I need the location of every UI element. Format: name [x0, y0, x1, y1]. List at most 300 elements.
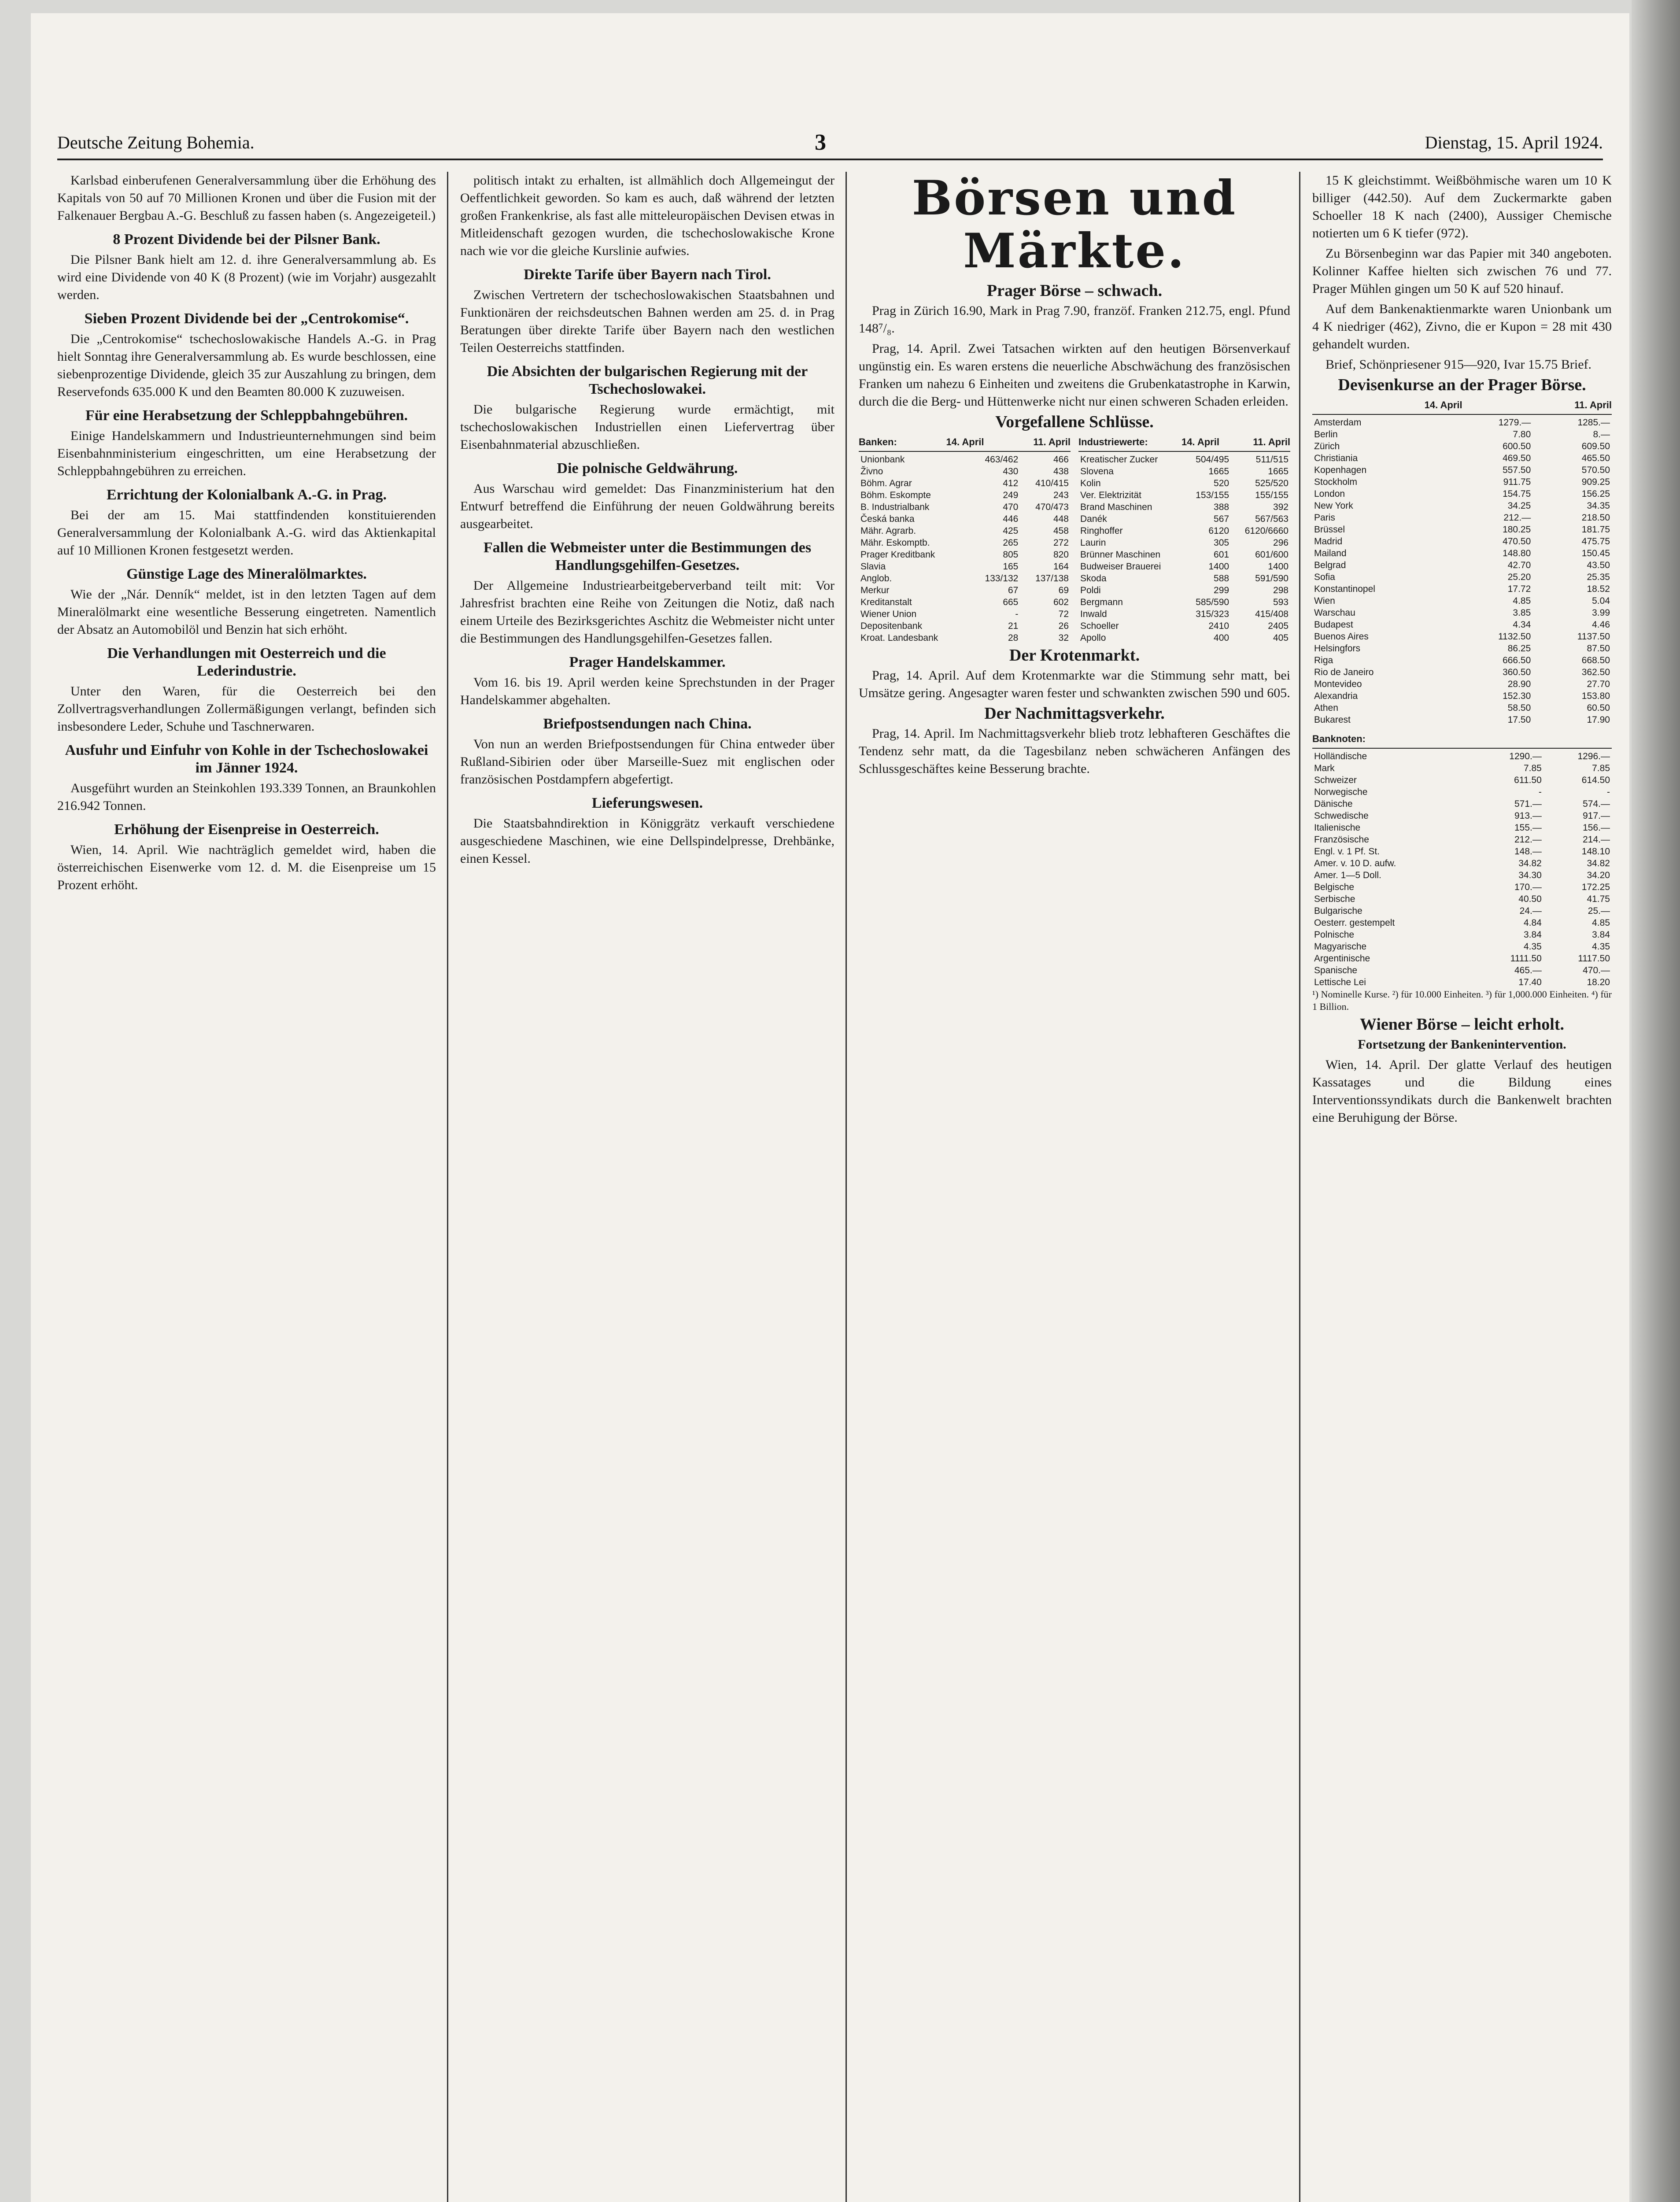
- quote-name: Zürich: [1314, 441, 1340, 451]
- quote-value: 155.—: [1514, 823, 1542, 833]
- quote-value: 214.—: [1583, 835, 1610, 845]
- quote-value: 463/462: [985, 454, 1019, 465]
- quote-value: 4.35: [1523, 942, 1542, 952]
- quote-value: 34.35: [1587, 501, 1610, 511]
- quote-name: Lettische Lei: [1314, 977, 1366, 987]
- quote-value: 805: [1003, 550, 1019, 560]
- quote-value: 570.50: [1581, 465, 1610, 475]
- quote-name: Holländische: [1314, 751, 1367, 761]
- issue-date: Dienstag, 15. April 1924.: [1425, 133, 1603, 152]
- quote-row: [1078, 596, 1290, 608]
- quote-row: [1312, 595, 1612, 607]
- quote-value: 465.50: [1581, 453, 1610, 463]
- quote-name: Apollo: [1080, 633, 1106, 643]
- quote-row: [1078, 549, 1290, 561]
- quote-value: 34.30: [1518, 870, 1542, 880]
- article-text: Ausgeführt wurden an Steinkohlen 193.339 Tonnen, an Braunkohlen 216.942 Tonnen.: [57, 781, 436, 813]
- quote-value: 212.—: [1503, 513, 1531, 523]
- quote-name: Slovena: [1080, 466, 1114, 477]
- quote-name: Kreditanstalt: [860, 597, 912, 607]
- quote-row: [1312, 750, 1612, 762]
- article-text: Von nun an werden Briefpostsendungen für China entweder über Rußland-Sibirien oder über Marseille-Suez mit englischen oder französischen Postdampfern abgefertigt.: [460, 737, 834, 787]
- article-text: Karlsbad einberufenen Generalversammlung über die Erhöhung des Kapitals von 50 auf 70 Millionen Kronen und über die Fusion mit der Falkenauer Bergbau A.-G. Beschluß zu fassen haben (s. Angezeigeteil.): [57, 173, 436, 223]
- quote-row: [1312, 476, 1612, 488]
- quote-row: [1312, 583, 1612, 595]
- article-text: 15 K gleichstimmt. Weißböhmische waren um 10 K billiger (442.50). Auf dem Zuckermarkte gaben Schoeller 18 K nach (2400), Aussiger Chemische notierten um 6 K tiefer (972).: [1312, 173, 1612, 240]
- quote-name: Stockholm: [1314, 477, 1358, 487]
- quote-value: 60.50: [1587, 703, 1610, 713]
- quote-row: [1312, 512, 1612, 524]
- quote-name: Norwegische: [1314, 787, 1368, 797]
- quote-row: [1078, 454, 1290, 466]
- quote-name: Madrid: [1314, 536, 1343, 547]
- article-heading: Die Verhandlungen mit Oesterreich und die Lederindustrie.: [107, 645, 386, 679]
- column-rule: [846, 172, 847, 2202]
- quote-row: [1312, 417, 1612, 429]
- quote-value: 299: [1214, 585, 1230, 595]
- quote-row: [1312, 929, 1612, 941]
- article-text: Brief, Schönpriesener 915—920, Ivar 15.75 Brief.: [1326, 357, 1592, 372]
- quote-value: 3.85: [1513, 608, 1531, 618]
- quote-value: 1279.—: [1498, 417, 1531, 428]
- quote-name: Amer. 1—5 Doll.: [1314, 870, 1381, 880]
- quote-name: Brünner Maschinen: [1080, 550, 1161, 560]
- column-4: [1312, 172, 1612, 2202]
- quote-row: [1078, 477, 1290, 489]
- quote-value: 305: [1214, 538, 1230, 548]
- quote-value: 820: [1053, 550, 1069, 560]
- quote-name: Anglob.: [860, 573, 892, 584]
- quotes-column-header: Banken: 14. April 11. April: [859, 433, 1071, 452]
- quote-name: Danék: [1080, 514, 1107, 524]
- quote-name: Ringhoffer: [1080, 526, 1123, 536]
- quotes-heading: Devisenkurse an der Prager Börse.: [1338, 376, 1586, 394]
- article-text: politisch intakt zu erhalten, ist allmählich doch Allgemeingut der Oeffentlichkeit geworden. So kam es auch, daß während der letzten großen Frankenkrise, als fast alle mitteleuropäischen Devisen etwas in Mitleidenschaft gezogen wurden, die tschechoslowakische Krone nach wie vor die gleiche Kurslinie aufwies.: [460, 173, 834, 258]
- quote-row: [1312, 559, 1612, 571]
- article-heading: Direkte Tarife über Bayern nach Tirol.: [524, 266, 771, 283]
- quote-value: 40.50: [1518, 894, 1542, 904]
- quote-row: [1312, 678, 1612, 690]
- quote-value: 1400: [1208, 562, 1230, 572]
- quote-row: [1078, 513, 1290, 525]
- quote-name: Slavia: [860, 562, 886, 572]
- quotes-column-header: 14. April 11. April: [1312, 396, 1612, 415]
- quote-row: [1312, 500, 1612, 512]
- quote-value: 180.25: [1503, 525, 1531, 535]
- article-heading: Der Nachmittagsverkehr.: [984, 704, 1165, 723]
- quote-row: [1078, 501, 1290, 513]
- quote-row: [1312, 488, 1612, 500]
- quote-name: Konstantinopel: [1314, 584, 1375, 594]
- quote-row: [1312, 643, 1612, 654]
- column-2: [460, 172, 834, 2202]
- quote-value: 156.—: [1583, 823, 1610, 833]
- article-heading: Lieferungswesen.: [591, 795, 703, 811]
- quote-value: 4.34: [1513, 620, 1531, 630]
- article-text: Prag, 14. April. Auf dem Krotenmarkte war die Stimmung sehr matt, bei Umsätze gering. Angesagter waren fester und schwankten zwischen 590 und 605.: [859, 668, 1290, 700]
- quote-value: 243: [1053, 490, 1069, 500]
- quote-value: 469.50: [1503, 453, 1531, 463]
- quote-row: [1312, 429, 1612, 440]
- quote-row: [1312, 714, 1612, 726]
- article-text: Die „Centrokomise“ tschechoslowakische Handels A.-G. in Prag hielt Sonntag ihre Generalversammlung ab. Es wurde beschlossen, eine siebenprozentige Dividende, gleich 35 zur Auszahlung zu bringen, dem Reservefonds 635.000 K und den Beamten 80.000 K zuzuweisen.: [57, 332, 436, 399]
- article-text: Unter den Waren, für die Oesterreich bei den Zollvertragsverhandlungen Zollermäßigungen verlangt, befinden sich insbesondere Leder, Schuhe und Taschnerwaren.: [57, 684, 436, 734]
- article-heading: Der Krotenmarkt.: [1009, 646, 1140, 665]
- quote-value: 4.85: [1513, 596, 1531, 606]
- quote-name: Magyarische: [1314, 942, 1367, 952]
- quote-value: 585/590: [1196, 597, 1230, 607]
- quote-row: [1312, 631, 1612, 643]
- quote-row: [1078, 620, 1290, 632]
- column-3: [859, 172, 1290, 2202]
- article-heading: Wiener Börse – leicht erholt.: [1360, 1015, 1564, 1034]
- quote-value: 41.75: [1587, 894, 1610, 904]
- quote-value: 3.84: [1592, 930, 1610, 940]
- quote-value: 362.50: [1581, 667, 1610, 677]
- quote-value: 1117.50: [1578, 953, 1610, 964]
- quote-value: 400: [1214, 633, 1230, 643]
- quote-row: [1312, 905, 1612, 917]
- quote-value: 611.50: [1514, 775, 1542, 785]
- quote-name: Wien: [1314, 596, 1335, 606]
- quote-row: [1312, 607, 1612, 619]
- quote-value: 87.50: [1587, 643, 1610, 654]
- article-heading: Prager Handelskammer.: [569, 654, 726, 670]
- quote-value: 602: [1053, 597, 1069, 607]
- quote-value: 249: [1003, 490, 1019, 500]
- article-heading: Fallen die Webmeister unter die Bestimmungen des Handlungsgehilfen-Gesetzes.: [483, 539, 812, 573]
- industry-quotes-table: [1078, 454, 1290, 644]
- quote-value: 17.90: [1587, 715, 1610, 725]
- quote-value: 520: [1214, 478, 1230, 488]
- quote-value: 25.20: [1507, 572, 1531, 582]
- quotes-column-header: Banknoten:: [1312, 730, 1612, 749]
- quote-row: [859, 632, 1071, 644]
- quote-name: Budweiser Brauerei: [1080, 562, 1161, 572]
- quote-value: 438: [1053, 466, 1069, 477]
- quote-value: 668.50: [1581, 655, 1610, 665]
- article-heading: Prager Börse – schwach.: [986, 281, 1163, 300]
- quote-name: Merkur: [860, 585, 890, 595]
- quote-row: [1312, 964, 1612, 976]
- quote-row: [1078, 525, 1290, 537]
- quote-value: 298: [1273, 585, 1289, 595]
- quote-row: [1312, 953, 1612, 964]
- quote-name: Ver. Elektrizität: [1080, 490, 1141, 500]
- article-heading: Ausfuhr und Einfuhr von Kohle in der Tschechoslowakei im Jänner 1924.: [65, 742, 428, 776]
- quote-name: Amer. v. 10 D. aufw.: [1314, 858, 1396, 868]
- quote-value: 42.70: [1507, 560, 1531, 570]
- article-subheading: Fortsetzung der Bankenintervention.: [1358, 1037, 1566, 1052]
- quote-name: Kroat. Landesbank: [860, 633, 938, 643]
- quote-row: [859, 561, 1071, 573]
- quote-value: 265: [1003, 538, 1019, 548]
- quote-value: 148.10: [1581, 846, 1610, 857]
- quote-name: Amsterdam: [1314, 417, 1362, 428]
- quote-value: 7.85: [1592, 763, 1610, 773]
- quote-row: [1312, 536, 1612, 547]
- quote-value: 170.—: [1514, 882, 1542, 892]
- quote-value: 557.50: [1503, 465, 1531, 475]
- quote-value: 470/473: [1035, 502, 1069, 512]
- quote-name: Berlin: [1314, 429, 1338, 440]
- quote-name: Riga: [1314, 655, 1333, 665]
- quote-value: 34.82: [1518, 858, 1542, 868]
- quote-name: Inwald: [1080, 609, 1107, 619]
- quote-value: 511/515: [1255, 454, 1289, 465]
- quote-value: 1111.50: [1510, 953, 1542, 964]
- quote-row: [1312, 810, 1612, 822]
- quote-name: Schweizer: [1314, 775, 1357, 785]
- quote-value: 466: [1053, 454, 1069, 465]
- quote-value: 86.25: [1507, 643, 1531, 654]
- quote-name: Brand Maschinen: [1080, 502, 1152, 512]
- quote-row: [1312, 619, 1612, 631]
- quote-name: Engl. v. 1 Pf. St.: [1314, 846, 1380, 857]
- quote-value: 567/563: [1255, 514, 1289, 524]
- quote-row: [1312, 547, 1612, 559]
- quote-value: 475.75: [1581, 536, 1610, 547]
- quote-name: Mähr. Eskomptb.: [860, 538, 930, 548]
- article-text: Die Staatsbahndirektion in Königgrätz verkauft verschiedene ausgeschiedene Maschinen, wie eine Dellspindelpresse, Drehbänke, einen Kessel.: [460, 816, 834, 866]
- article-heading: Errichtung der Kolonialbank A.-G. in Prag.: [106, 487, 387, 503]
- quote-name: Depositenbank: [860, 621, 923, 631]
- quote-value: 34.25: [1507, 501, 1531, 511]
- quote-value: 18.20: [1587, 977, 1610, 987]
- quote-row: [1312, 452, 1612, 464]
- quote-name: Mark: [1314, 763, 1335, 773]
- article-text: Prag, 14. April. Im Nachmittagsverkehr blieb trotz lebhafteren Geschäftes die Tendenz sehr matt, da die Tagesbilanz neben schwächeren Anfängen des Schlussgeschäftes keine Besserung brachte.: [859, 726, 1290, 776]
- quote-value: 1132.50: [1498, 632, 1531, 642]
- quote-value: 415/408: [1255, 609, 1289, 619]
- quote-name: Poldi: [1080, 585, 1101, 595]
- quote-name: Sofia: [1314, 572, 1335, 582]
- quote-value: 7.80: [1513, 429, 1531, 440]
- article-text: Wien, 14. April. Der glatte Verlauf des heutigen Kassatages und die Bildung eines Interventionssyndikats durch die Bankenwelt brachten eine Beruhigung der Börse.: [1312, 1057, 1612, 1125]
- article-heading: Sieben Prozent Dividende bei der „Centrokomise“.: [84, 310, 409, 327]
- quote-value: 465.—: [1514, 965, 1542, 975]
- newspaper-title: Deutsche Zeitung Bohemia.: [57, 133, 255, 152]
- article-text: Wie der „Nár. Denník“ meldet, ist in den letzten Tagen auf dem Mineralölmarkt eine wesentliche Besserung eingetreten. Namentlich der Absatz an Automobilöl und Benzin hat sich erhöht.: [57, 587, 436, 637]
- quote-row: [1312, 786, 1612, 798]
- quote-row: [1078, 466, 1290, 477]
- column-rule: [447, 172, 448, 2202]
- quote-value: 458: [1053, 526, 1069, 536]
- quote-value: 425: [1003, 526, 1019, 536]
- quote-value: 164: [1053, 562, 1069, 572]
- quote-value: 43.50: [1587, 560, 1610, 570]
- quote-row: [859, 477, 1071, 489]
- quote-row: [1312, 846, 1612, 857]
- quote-value: 296: [1273, 538, 1289, 548]
- article-heading: Für eine Herabsetzung der Schleppbahngebühren.: [85, 407, 408, 424]
- quote-name: Paris: [1314, 513, 1335, 523]
- quote-value: 412: [1003, 478, 1019, 488]
- quote-value: 446: [1003, 514, 1019, 524]
- quote-value: 1400: [1268, 562, 1289, 572]
- quote-value: 1285.—: [1577, 417, 1610, 428]
- quote-value: 448: [1053, 514, 1069, 524]
- quote-row: [1312, 690, 1612, 702]
- quote-value: 504/495: [1196, 454, 1230, 465]
- article-lead: Prag in Zürich 16.90, Mark in Prag 7.90, franzöf. Franken 212.75, engl. Pfund 148⁷/₈.: [859, 303, 1290, 336]
- quote-name: Prager Kreditbank: [860, 550, 935, 560]
- quote-value: 181.75: [1581, 525, 1610, 535]
- article-text: Zwischen Vertretern der tschechoslowakischen Staatsbahnen und Funktionären der reichsdeutschen Bahnen werden am 25. d. in Prag Beratungen über direkte Tarife über Bayern nach den westlichen Teilen Oesterreichs stattfinden.: [460, 288, 834, 355]
- quote-name: Französische: [1314, 835, 1369, 845]
- quote-row: [1312, 976, 1612, 988]
- quote-name: New York: [1314, 501, 1353, 511]
- quote-row: [1312, 464, 1612, 476]
- quote-value: 470: [1003, 502, 1019, 512]
- quote-name: Wiener Union: [860, 609, 917, 619]
- quote-value: 18.52: [1587, 584, 1610, 594]
- quote-value: 67: [1008, 585, 1019, 595]
- quote-value: 601: [1214, 550, 1230, 560]
- article-text: Vom 16. bis 19. April werden keine Sprechstunden in der Prager Handelskammer abgehalten.: [460, 675, 834, 707]
- quote-row: [1312, 941, 1612, 953]
- quote-value: 4.84: [1523, 918, 1542, 928]
- quote-value: 911.75: [1503, 477, 1531, 487]
- page-number: 3: [815, 130, 826, 155]
- quote-name: Laurin: [1080, 538, 1106, 548]
- quote-value: 69: [1058, 585, 1069, 595]
- quote-value: 153/155: [1196, 490, 1230, 500]
- quote-value: 2410: [1208, 621, 1230, 631]
- article-text: Die bulgarische Regierung wurde ermächtigt, mit tschechoslowakischen Industriellen einen Liefervertrag über Eisenbahnmaterial abzuschließen.: [460, 402, 834, 452]
- quote-value: 25.—: [1588, 906, 1610, 916]
- quote-value: 17.72: [1507, 584, 1531, 594]
- column-rule: [1299, 172, 1300, 2202]
- quote-name: Skoda: [1080, 573, 1107, 584]
- newspaper-page: [31, 13, 1629, 2202]
- quote-value: 470.50: [1503, 536, 1531, 547]
- quote-row: [1078, 608, 1290, 620]
- quote-value: 17.40: [1518, 977, 1542, 987]
- quote-row: [1312, 762, 1612, 774]
- quote-value: 909.25: [1581, 477, 1610, 487]
- quote-row: [1312, 524, 1612, 536]
- quote-name: Kopenhagen: [1314, 465, 1367, 475]
- quote-value: 1137.50: [1577, 632, 1610, 642]
- quote-value: 272: [1053, 538, 1069, 548]
- quote-row: [1312, 893, 1612, 905]
- article-text: Prag, 14. April. Zwei Tatsachen wirkten auf den heutigen Börsenverkauf ungünstig ein. Es waren erstens die neuerliche Abschwächung des französischen Franken um nahezu 6 Einheiten und zweitens die Grubenkatastrophe in Karwin, durch die die Berg- und Hüttenwerke nicht nur einen schweren Schaden erleiden.: [859, 341, 1290, 409]
- quote-row: [859, 513, 1071, 525]
- page-header: [57, 132, 1603, 160]
- quote-name: Kreatischer Zucker: [1080, 454, 1158, 465]
- currency-quotes-table: [1312, 417, 1612, 726]
- quote-name: Dänische: [1314, 799, 1353, 809]
- quote-value: 8.—: [1593, 429, 1610, 440]
- article-heading: Briefpostsendungen nach China.: [543, 716, 752, 732]
- quote-value: -: [1607, 787, 1610, 797]
- quote-name: Bukarest: [1314, 715, 1351, 725]
- quote-value: 6120: [1208, 526, 1230, 536]
- quote-value: 525/520: [1255, 478, 1289, 488]
- quote-value: 7.85: [1523, 763, 1542, 773]
- quote-row: [1312, 881, 1612, 893]
- quote-value: 150.45: [1581, 548, 1610, 558]
- quote-row: [1312, 798, 1612, 810]
- quote-row: [1078, 632, 1290, 644]
- quote-value: 315/323: [1196, 609, 1230, 619]
- quote-value: 34.82: [1587, 858, 1610, 868]
- quote-name: Italienische: [1314, 823, 1361, 833]
- quote-row: [1312, 834, 1612, 846]
- quote-value: 392: [1273, 502, 1289, 512]
- quote-value: 133/132: [985, 573, 1019, 584]
- quote-name: Argentinische: [1314, 953, 1370, 964]
- quote-row: [859, 454, 1071, 466]
- quote-name: B. Industrialbank: [860, 502, 930, 512]
- quote-row: [1078, 573, 1290, 584]
- quote-value: 666.50: [1503, 655, 1531, 665]
- quote-name: London: [1314, 489, 1345, 499]
- quote-name: Živno: [860, 466, 883, 477]
- quote-value: 410/415: [1035, 478, 1069, 488]
- quote-name: Böhm. Agrar: [860, 478, 912, 488]
- quote-value: 2405: [1268, 621, 1289, 631]
- quote-value: 148.80: [1503, 548, 1531, 558]
- article-heading: Die Absichten der bulgarischen Regierung mit der Tschechoslowakei.: [487, 363, 808, 397]
- article-text: Einige Handelskammern und Industrieunternehmungen sind beim Eisenbahnministerium eingeschritten, um eine Herabsetzung der Schleppbahngebühren zu erreichen.: [57, 429, 436, 478]
- section-title: Börsen und Märkte.: [912, 172, 1237, 279]
- quote-value: 567: [1214, 514, 1230, 524]
- article-heading: Erhöhung der Eisenpreise in Oesterreich.: [114, 821, 379, 838]
- quote-value: 1665: [1268, 466, 1289, 477]
- quote-name: Schoeller: [1080, 621, 1119, 631]
- quote-name: Schwedische: [1314, 811, 1369, 821]
- quote-value: 4.46: [1592, 620, 1610, 630]
- banknote-quotes-table: [1312, 750, 1612, 988]
- quote-value: 5.04: [1592, 596, 1610, 606]
- quote-value: 4.35: [1592, 942, 1610, 952]
- quote-name: Montevideo: [1314, 679, 1362, 689]
- quote-row: [1312, 702, 1612, 714]
- quote-row: [1312, 857, 1612, 869]
- quote-name: Christiania: [1314, 453, 1358, 463]
- quote-name: Brüssel: [1314, 525, 1345, 535]
- quote-name: Oesterr. gestempelt: [1314, 918, 1395, 928]
- quote-row: [859, 584, 1071, 596]
- article-text: Wien, 14. April. Wie nachträglich gemeldet wird, haben die österreichischen Eisenwerke vom 12. d. M. die Eisenpreise um 15 Prozent erhöht.: [57, 842, 436, 892]
- quote-value: 3.99: [1592, 608, 1610, 618]
- quote-row: [1078, 584, 1290, 596]
- quote-name: Spanische: [1314, 965, 1358, 975]
- quote-value: 152.30: [1503, 691, 1531, 701]
- quote-name: Mailand: [1314, 548, 1347, 558]
- quote-value: 593: [1273, 597, 1289, 607]
- quote-value: -: [1538, 787, 1542, 797]
- quote-value: 34.20: [1587, 870, 1610, 880]
- quote-name: Polnische: [1314, 930, 1355, 940]
- quote-value: 165: [1003, 562, 1019, 572]
- quotes-grid: [859, 433, 1290, 644]
- bank-quotes-table: [859, 454, 1071, 644]
- quote-row: [859, 596, 1071, 608]
- quote-value: 17.50: [1507, 715, 1531, 725]
- quote-value: 24.—: [1519, 906, 1542, 916]
- quote-value: 25.35: [1587, 572, 1610, 582]
- quote-row: [859, 608, 1071, 620]
- quote-name: Athen: [1314, 703, 1338, 713]
- quote-value: 4.85: [1592, 918, 1610, 928]
- quote-value: 155/155: [1255, 490, 1289, 500]
- article-text: Der Allgemeine Industriearbeitgeberverband teilt mit: Vor Jahresfrist brachten eine Reihe von Zeitungen die Notiz, daß nach einem Urteile des Bezirksgerichtes Aschitz die Webmeister nicht unter die Bestimmungen des Handlungsgehilfen-Gesetzes fallen.: [460, 578, 834, 646]
- quote-value: 470.—: [1583, 965, 1610, 975]
- quote-row: [859, 466, 1071, 477]
